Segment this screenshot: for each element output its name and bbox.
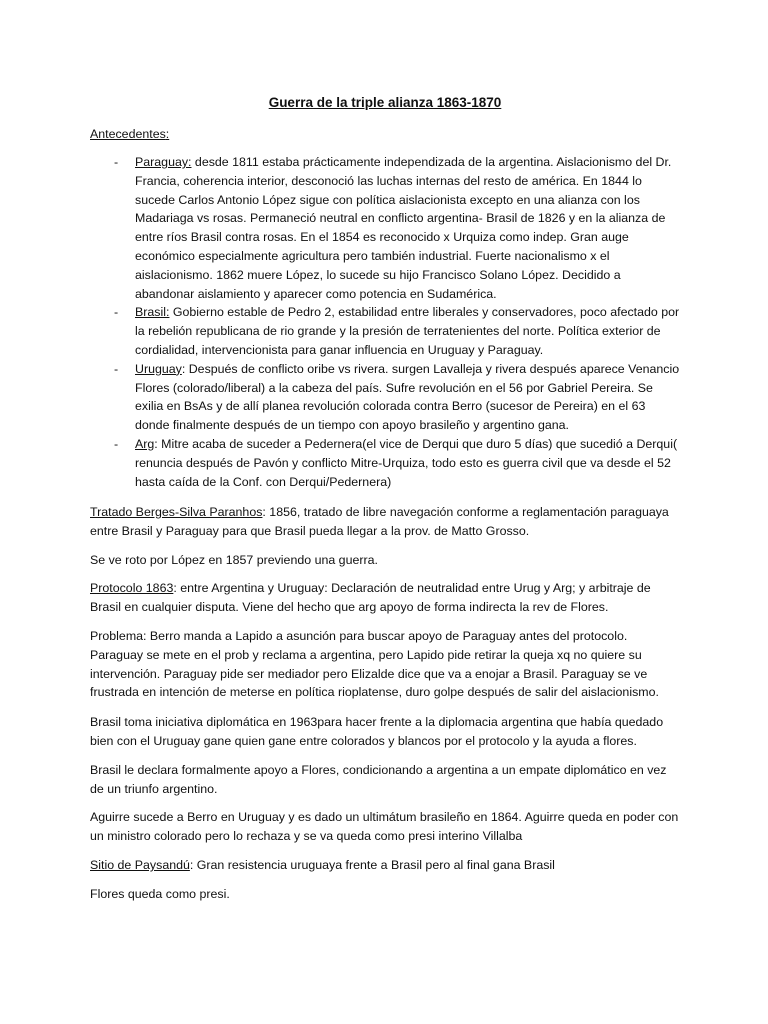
paragraph-brasil-apoyo <box>90 761 680 799</box>
list-item-brasil <box>90 303 680 359</box>
item-text: Gobierno estable de Pedro 2, estabilidad entre liberales y conservadores, poco afectado por la rebelión republicana de rio grande y la presión de terratenientes del norte. Política exterior de cordialidad, intervencionista para ganar influencia en Uruguay y Paraguay. <box>135 305 680 357</box>
antecedentes-list <box>90 153 680 491</box>
paragraph-text: Flores queda como presi. <box>90 887 230 901</box>
list-item-arg <box>90 435 680 491</box>
antecedentes-colon: : <box>165 127 170 141</box>
paragraph-text: Aguirre sucede a Berro en Uruguay y es dado un ultimátum brasileño en 1864. Aguirre queda en poder con un ministro colorado pero lo rechaza y se va queda como presi interino Villalba <box>90 810 679 843</box>
paragraph-text: Brasil le declara formalmente apoyo a Flores, condicionando a argentina a un empate diplomático en vez de un triunfo argentino. <box>90 763 667 796</box>
paragraph-text: Problema: Berro manda a Lapido a asunción para buscar apoyo de Paraguay antes del protocolo. Paraguay se mete en el prob y reclama a argentina, pero Lapido pide retirar la queja xq no quiere su intervención. Paraguay pide ser mediador pero Elizalde dice que va a enojar a Brasil. Paraguay se ve frustrada en intención de meterse en política rioplatense, duro golpe después de salir del aislacionismo. <box>90 629 659 700</box>
antecedentes-label: Antecedentes <box>90 127 166 141</box>
item-text: : Mitre acaba de suceder a Pedernera(el vice de Derqui que duro 5 días) que sucedió a Derqui( renuncia después de Pavón y conflicto Mitre-Urquiza, todo esto es guerra civil que va desde el 52 hasta caída de la Conf. con Derqui/Pedernera) <box>135 436 678 489</box>
item-label: Paraguay: <box>135 155 192 169</box>
paragraph-paysandu <box>90 856 680 875</box>
paragraph-label: Sitio de Paysandú <box>90 858 190 872</box>
paragraph-text: Se ve roto por López en 1857 previendo una guerra. <box>90 553 378 567</box>
paragraph-roto <box>90 551 680 570</box>
paragraph-aguirre <box>90 808 680 846</box>
bullet-dash: - <box>114 305 119 320</box>
paragraph-text: : 1856, tratado de libre navegación conforme a reglamentación paraguaya entre Brasil y Paraguay para que Brasil pueda llegar a la prov. de Matto Grosso. <box>90 505 669 538</box>
paragraph-text: Brasil toma iniciativa diplomática en 1963para hacer frente a la diplomacia argentina que había quedado bien con el Uruguay gane quien gane entre colorados y blancos por el protocolo y la ayuda a flores. <box>90 715 664 748</box>
paragraph-text: : entre Argentina y Uruguay: Declaración de neutralidad entre Urug y Arg; y arbitraje de Brasil en cualquier disputa. Viene del hecho que arg apoyo de forma indirecta la rev de Flores. <box>90 581 651 614</box>
item-text: desde 1811 estaba prácticamente independizada de la argentina. Aislacionismo del Dr. Francia, coherencia interior, desconoció las luchas internas del resto de américa. En 1844 lo sucede Carlos Antonio López sigue con política aislacionista excepto en una alianza con los Madariaga vs rosas. Permaneció neutral en conflicto argentina- Brasil de 1826 y en la alianza de entre ríos Brasil contra rosas. En el 1854 es reconocido x Urquiza como indep. Gran auge económico especialmente agricultura pero también industrial. Fuerte nacionalismo x el aislacionismo. 1862 muere López, lo sucede su hijo Francisco Solano López. Decidido a abandonar aislamiento y aparecer como potencia en Sudamérica. <box>135 155 672 301</box>
paragraph-text: : Gran resistencia uruguaya frente a Brasil pero al final gana Brasil <box>189 858 555 872</box>
paragraph-protocolo <box>90 579 680 617</box>
item-label: Arg <box>135 436 155 451</box>
paragraph-brasil-iniciativa <box>90 713 680 751</box>
paragraph-label: Protocolo 1863 <box>90 581 174 595</box>
paragraph-flores <box>90 885 680 904</box>
paragraph-problema <box>90 627 680 702</box>
item-label: Uruguay <box>135 361 182 376</box>
item-label: Brasil: <box>135 305 170 320</box>
bullet-dash: - <box>114 436 119 451</box>
document-title: Guerra de la triple alianza 1863-1870 <box>268 95 502 110</box>
antecedentes-heading <box>90 125 169 144</box>
paragraph-tratado <box>90 503 680 541</box>
list-item-uruguay <box>90 360 680 435</box>
list-item-paraguay <box>90 153 680 303</box>
item-text: : Después de conflicto oribe vs rivera. surgen Lavalleja y rivera después aparece Venancio Flores (colorado/liberal) a la cabeza del país. Sufre revolución en el 56 por Gabriel Pereira. Se exilia en BsAs y de allí planea revolución colorada contra Berro (sucesor de Pereira) en el 63 donde finalmente después de un tiempo con apoyo brasileño y argentino gana. <box>135 361 680 433</box>
bullet-dash: - <box>114 361 119 376</box>
bullet-dash: - <box>114 155 119 169</box>
paragraph-label: Tratado Berges-Silva Paranhos <box>90 505 263 519</box>
